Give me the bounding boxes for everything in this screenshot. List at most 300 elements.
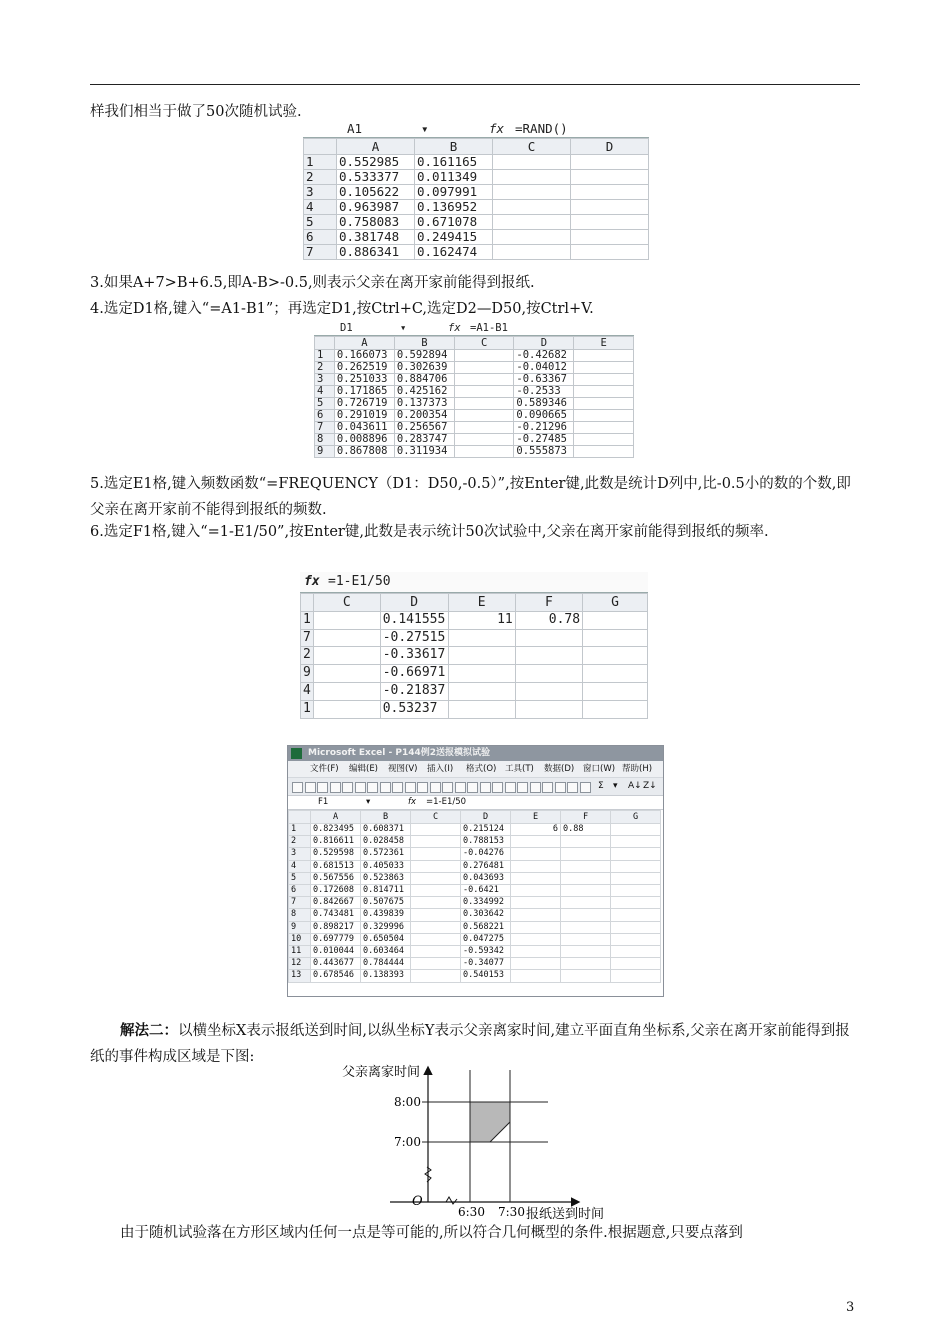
cell[interactable]: 0.533377 — [337, 170, 415, 185]
cell[interactable]: 0.097991 — [415, 185, 493, 200]
cell[interactable] — [448, 647, 515, 665]
cell[interactable]: 0.405033 — [361, 860, 411, 872]
cell[interactable] — [583, 665, 648, 683]
cell[interactable]: 0.047275 — [461, 933, 511, 945]
cell[interactable] — [411, 897, 461, 909]
cell[interactable] — [511, 958, 561, 970]
row-header[interactable]: 11 — [289, 946, 311, 958]
cell[interactable] — [611, 836, 661, 848]
toolbar-button-icon[interactable] — [292, 782, 303, 793]
toolbar-button-icon[interactable] — [342, 782, 353, 793]
column-header-g[interactable]: G — [611, 811, 661, 824]
cell[interactable] — [583, 700, 648, 718]
fx-icon: fx — [304, 574, 320, 589]
cell[interactable]: -0.27485 — [514, 434, 574, 446]
row-header[interactable]: 13 — [289, 970, 311, 982]
row-header[interactable]: 3 — [289, 848, 311, 860]
cell[interactable] — [611, 848, 661, 860]
cell[interactable]: 0.963987 — [337, 200, 415, 215]
cell[interactable]: 0.311934 — [394, 446, 454, 458]
cell[interactable]: 0.568221 — [461, 921, 511, 933]
row-header[interactable]: 1 — [301, 611, 314, 629]
row-header[interactable]: 7 — [289, 897, 311, 909]
cell[interactable] — [583, 611, 648, 629]
table-row — [304, 170, 649, 185]
cell[interactable] — [313, 700, 380, 718]
cell[interactable] — [511, 897, 561, 909]
cell[interactable]: 0.816611 — [311, 836, 361, 848]
row-header[interactable]: 1 — [304, 155, 337, 170]
corner-cell[interactable] — [315, 337, 335, 350]
row-header[interactable]: 7 — [315, 422, 335, 434]
cell[interactable] — [411, 872, 461, 884]
cell[interactable]: 0.439839 — [361, 909, 411, 921]
cell[interactable] — [611, 897, 661, 909]
cell[interactable]: 0.011349 — [415, 170, 493, 185]
cell[interactable]: 0.867808 — [334, 446, 394, 458]
toolbar-button-icon[interactable] — [317, 782, 328, 793]
cell[interactable]: 0.592894 — [394, 350, 454, 362]
row-header[interactable]: 9 — [315, 446, 335, 458]
cell[interactable]: 0.425162 — [394, 386, 454, 398]
cell[interactable] — [611, 824, 661, 836]
toolbar-button-icon[interactable] — [567, 782, 578, 793]
cell[interactable]: 0.172608 — [311, 885, 361, 897]
column-header-g[interactable]: G — [583, 594, 648, 612]
column-header-c[interactable]: C — [313, 594, 380, 612]
toolbar-button-icon[interactable] — [330, 782, 341, 793]
column-header-b[interactable]: B — [394, 337, 454, 350]
toolbar-button-icon[interactable] — [367, 782, 378, 793]
cell[interactable]: 0.567556 — [311, 872, 361, 884]
toolbar-button-icon[interactable] — [455, 782, 466, 793]
cell[interactable] — [493, 245, 571, 260]
cell[interactable]: 0.171865 — [334, 386, 394, 398]
column-header-e[interactable]: E — [511, 811, 561, 824]
cell[interactable]: 0.262519 — [334, 362, 394, 374]
cell[interactable]: 0.443677 — [311, 958, 361, 970]
cell[interactable] — [574, 374, 634, 386]
cell[interactable] — [571, 230, 649, 245]
cell[interactable] — [511, 933, 561, 945]
toolbar-button-icon[interactable] — [405, 782, 416, 793]
row-header[interactable]: 2 — [289, 836, 311, 848]
cell[interactable]: 11 — [448, 611, 515, 629]
cell[interactable]: -0.21296 — [514, 422, 574, 434]
cell[interactable]: 0.136952 — [415, 200, 493, 215]
cell[interactable]: 0.010044 — [311, 946, 361, 958]
cell[interactable]: 0.276481 — [461, 860, 511, 872]
cell[interactable] — [448, 700, 515, 718]
cell[interactable]: 0.589346 — [514, 398, 574, 410]
cell[interactable]: 0.105622 — [337, 185, 415, 200]
column-header-b[interactable]: B — [361, 811, 411, 824]
cell[interactable] — [448, 665, 515, 683]
cell[interactable]: 0.898217 — [311, 921, 361, 933]
toolbar-button-icon[interactable] — [492, 782, 503, 793]
cell[interactable]: 0.743481 — [311, 909, 361, 921]
cell[interactable] — [411, 933, 461, 945]
formula-text[interactable]: =1-E1/50 — [426, 797, 467, 807]
row-header[interactable]: 6 — [304, 230, 337, 245]
row-header[interactable]: 5 — [304, 215, 337, 230]
cell[interactable]: -0.66971 — [380, 665, 448, 683]
cell[interactable]: 0.681513 — [311, 860, 361, 872]
column-header-c[interactable]: C — [493, 139, 571, 155]
menu-item[interactable]: 格式(O) — [466, 764, 497, 774]
cell[interactable] — [574, 362, 634, 374]
column-header-a[interactable]: A — [334, 337, 394, 350]
toolbar-button-icon[interactable] — [542, 782, 553, 793]
cell[interactable] — [611, 872, 661, 884]
cell[interactable] — [511, 970, 561, 982]
column-header-d[interactable]: D — [571, 139, 649, 155]
cell[interactable] — [574, 446, 634, 458]
row-header[interactable]: 8 — [315, 434, 335, 446]
cell[interactable]: 0.302639 — [394, 362, 454, 374]
cell[interactable]: 0.572361 — [361, 848, 411, 860]
column-header-a[interactable]: A — [337, 139, 415, 155]
cell[interactable] — [493, 230, 571, 245]
cell[interactable] — [583, 682, 648, 700]
cell[interactable] — [411, 836, 461, 848]
cell[interactable] — [574, 410, 634, 422]
cell[interactable] — [411, 946, 461, 958]
cell[interactable]: 0.788153 — [461, 836, 511, 848]
cell[interactable]: 0.200354 — [394, 410, 454, 422]
cell[interactable]: -0.04276 — [461, 848, 511, 860]
cell[interactable] — [454, 422, 514, 434]
cell[interactable] — [611, 885, 661, 897]
toolbar-button-icon[interactable] — [417, 782, 428, 793]
cell[interactable] — [454, 350, 514, 362]
row-header[interactable]: 7 — [304, 245, 337, 260]
toolbar-button-icon[interactable] — [467, 782, 478, 793]
dropdown-arrow-icon[interactable]: ▾ — [366, 797, 371, 807]
cell[interactable]: 0.141555 — [380, 611, 448, 629]
cell[interactable] — [493, 185, 571, 200]
cell[interactable] — [411, 885, 461, 897]
toolbar-button-icon[interactable] — [517, 782, 528, 793]
toolbar-button-icon[interactable] — [355, 782, 366, 793]
cell[interactable] — [583, 629, 648, 647]
cell[interactable]: 0.215124 — [461, 824, 511, 836]
menu-item[interactable]: 帮助(H) — [622, 764, 653, 774]
toolbar-button-icon[interactable] — [392, 782, 403, 793]
menu-item[interactable]: 插入(I) — [427, 764, 454, 774]
cell[interactable]: 6 — [511, 824, 561, 836]
row-header[interactable]: 10 — [289, 933, 311, 945]
cell[interactable] — [571, 155, 649, 170]
cell[interactable]: 0.671078 — [415, 215, 493, 230]
cell[interactable] — [515, 682, 582, 700]
column-header-d[interactable]: D — [461, 811, 511, 824]
column-header-f[interactable]: F — [561, 811, 611, 824]
cell[interactable] — [611, 958, 661, 970]
column-header-f[interactable]: F — [515, 594, 582, 612]
corner-cell[interactable] — [304, 139, 337, 155]
row-header[interactable]: 9 — [289, 921, 311, 933]
row-header[interactable]: 4 — [304, 200, 337, 215]
menu-item[interactable]: 编辑(E) — [349, 764, 379, 774]
cell[interactable]: 0.784444 — [361, 958, 411, 970]
cell[interactable] — [515, 700, 582, 718]
cell[interactable] — [493, 155, 571, 170]
cell[interactable] — [561, 909, 611, 921]
cell[interactable] — [515, 629, 582, 647]
cell[interactable]: 0.162474 — [415, 245, 493, 260]
cell[interactable] — [511, 921, 561, 933]
name-box[interactable]: F1 — [318, 797, 329, 807]
toolbar-button-icon[interactable] — [430, 782, 441, 793]
cell[interactable]: 0.043611 — [334, 422, 394, 434]
cell[interactable]: 0.529598 — [311, 848, 361, 860]
cell[interactable] — [454, 386, 514, 398]
cell[interactable]: -0.63367 — [514, 374, 574, 386]
cell[interactable] — [313, 682, 380, 700]
toolbar-symbol[interactable]: A↓ — [628, 781, 642, 791]
row-header[interactable]: 4 — [289, 860, 311, 872]
row-header[interactable]: 12 — [289, 958, 311, 970]
toolbar-button-icon[interactable] — [555, 782, 566, 793]
cell[interactable] — [574, 350, 634, 362]
formula-bar — [300, 572, 648, 593]
row-header[interactable]: 2 — [304, 170, 337, 185]
cell[interactable]: 0.678546 — [311, 970, 361, 982]
cell[interactable]: -0.27515 — [380, 629, 448, 647]
cell[interactable] — [611, 921, 661, 933]
cell[interactable] — [574, 386, 634, 398]
column-header-e[interactable]: E — [574, 337, 634, 350]
toolbar-button-icon[interactable] — [530, 782, 541, 793]
cell[interactable] — [454, 434, 514, 446]
cell[interactable] — [313, 611, 380, 629]
cell[interactable] — [511, 848, 561, 860]
cell[interactable]: 0.884706 — [394, 374, 454, 386]
cell[interactable]: -0.33617 — [380, 647, 448, 665]
cell[interactable] — [515, 647, 582, 665]
column-header-c[interactable]: C — [454, 337, 514, 350]
column-header-e[interactable]: E — [448, 594, 515, 612]
toolbar-symbol[interactable]: Z↓ — [643, 781, 657, 791]
cell[interactable] — [411, 848, 461, 860]
cell[interactable]: 0.53237 — [380, 700, 448, 718]
cell[interactable] — [571, 200, 649, 215]
cell[interactable] — [454, 374, 514, 386]
cell[interactable] — [454, 398, 514, 410]
toolbar-button-icon[interactable] — [480, 782, 491, 793]
cell[interactable]: 0.028458 — [361, 836, 411, 848]
cell[interactable]: 0.814711 — [361, 885, 411, 897]
cell[interactable] — [561, 946, 611, 958]
cell[interactable] — [611, 860, 661, 872]
cell[interactable]: 0.249415 — [415, 230, 493, 245]
column-header-c[interactable]: C — [411, 811, 461, 824]
toolbar-button-icon[interactable] — [380, 782, 391, 793]
cell[interactable]: 0.603464 — [361, 946, 411, 958]
row-header[interactable]: 3 — [315, 374, 335, 386]
row-header[interactable]: 8 — [289, 909, 311, 921]
cell[interactable] — [493, 170, 571, 185]
cell[interactable]: 0.166073 — [334, 350, 394, 362]
menu-item[interactable]: 数据(D) — [544, 764, 575, 774]
cell[interactable] — [313, 629, 380, 647]
cell[interactable]: 0.329996 — [361, 921, 411, 933]
cell[interactable]: 0.381748 — [337, 230, 415, 245]
cell[interactable] — [561, 970, 611, 982]
corner-cell[interactable] — [289, 811, 311, 824]
cell[interactable]: 0.842667 — [311, 897, 361, 909]
cell[interactable]: 0.137373 — [394, 398, 454, 410]
cell[interactable] — [411, 860, 461, 872]
row-header[interactable]: 9 — [301, 665, 314, 683]
cell[interactable]: 0.78 — [515, 611, 582, 629]
axis-break-icon — [446, 1197, 457, 1204]
cell[interactable]: 0.552985 — [337, 155, 415, 170]
cell[interactable]: 0.291019 — [334, 410, 394, 422]
cell[interactable] — [611, 933, 661, 945]
cell[interactable] — [511, 885, 561, 897]
row-header[interactable]: 4 — [315, 386, 335, 398]
column-header-d[interactable]: D — [514, 337, 574, 350]
cell[interactable] — [561, 860, 611, 872]
toolbar-symbol[interactable]: ▾ — [613, 781, 618, 791]
row-header[interactable]: 2 — [315, 362, 335, 374]
cell[interactable] — [561, 848, 611, 860]
cell[interactable] — [571, 170, 649, 185]
cell[interactable] — [571, 185, 649, 200]
cell[interactable] — [574, 398, 634, 410]
row-header[interactable]: 5 — [289, 872, 311, 884]
cell[interactable] — [611, 946, 661, 958]
cell[interactable] — [574, 422, 634, 434]
cell[interactable] — [454, 362, 514, 374]
cell[interactable]: -0.04012 — [514, 362, 574, 374]
cell[interactable]: 0.697779 — [311, 933, 361, 945]
cell[interactable] — [561, 836, 611, 848]
cell[interactable]: 0.523863 — [361, 872, 411, 884]
cell[interactable]: -0.34077 — [461, 958, 511, 970]
cell[interactable]: 0.555873 — [514, 446, 574, 458]
cell[interactable]: 0.138393 — [361, 970, 411, 982]
cell[interactable]: 0.303642 — [461, 909, 511, 921]
cell[interactable] — [313, 647, 380, 665]
toolbar-button-icon[interactable] — [305, 782, 316, 793]
cell[interactable] — [561, 897, 611, 909]
cell[interactable]: -0.21837 — [380, 682, 448, 700]
row-header[interactable]: 3 — [304, 185, 337, 200]
table-row — [301, 647, 648, 665]
cell[interactable] — [511, 909, 561, 921]
cell[interactable]: 0.251033 — [334, 374, 394, 386]
cell[interactable] — [493, 200, 571, 215]
cell[interactable]: 0.608371 — [361, 824, 411, 836]
cell[interactable]: -0.42682 — [514, 350, 574, 362]
cell[interactable] — [561, 921, 611, 933]
column-header-d[interactable]: D — [380, 594, 448, 612]
row-header[interactable]: 4 — [301, 682, 314, 700]
cell[interactable] — [411, 970, 461, 982]
cell[interactable]: -0.2533 — [514, 386, 574, 398]
cell[interactable]: 0.88 — [561, 824, 611, 836]
corner-cell[interactable] — [301, 594, 314, 612]
cell[interactable] — [611, 970, 661, 982]
column-header-a[interactable]: A — [311, 811, 361, 824]
cell[interactable]: 0.090665 — [514, 410, 574, 422]
column-header-b[interactable]: B — [415, 139, 493, 155]
cell[interactable]: 0.334992 — [461, 897, 511, 909]
row-header[interactable]: 5 — [315, 398, 335, 410]
cell[interactable] — [571, 215, 649, 230]
cell[interactable] — [493, 215, 571, 230]
cell[interactable] — [583, 647, 648, 665]
menu-item[interactable]: 视图(V) — [388, 764, 418, 774]
cell[interactable] — [561, 933, 611, 945]
cell[interactable] — [411, 958, 461, 970]
row-header[interactable]: 1 — [315, 350, 335, 362]
cell[interactable] — [511, 946, 561, 958]
cell[interactable] — [454, 410, 514, 422]
row-header[interactable]: 2 — [301, 647, 314, 665]
cell[interactable] — [561, 872, 611, 884]
cell[interactable] — [454, 446, 514, 458]
menu-item[interactable]: 文件(F) — [310, 764, 339, 774]
cell[interactable] — [561, 885, 611, 897]
row-header[interactable]: 7 — [301, 629, 314, 647]
cell[interactable] — [448, 629, 515, 647]
cell[interactable]: 0.726719 — [334, 398, 394, 410]
row-header[interactable]: 1 — [301, 700, 314, 718]
cell[interactable]: 0.886341 — [337, 245, 415, 260]
cell[interactable] — [515, 665, 582, 683]
cell[interactable] — [571, 245, 649, 260]
cell[interactable] — [448, 682, 515, 700]
cell[interactable] — [511, 860, 561, 872]
toolbar-button-icon[interactable] — [505, 782, 516, 793]
toolbar-button-icon[interactable] — [442, 782, 453, 793]
cell[interactable]: 0.256567 — [394, 422, 454, 434]
cell[interactable]: 0.650504 — [361, 933, 411, 945]
row-header[interactable]: 1 — [289, 824, 311, 836]
cell[interactable] — [511, 836, 561, 848]
row-header[interactable]: 6 — [315, 410, 335, 422]
cell[interactable]: 0.008896 — [334, 434, 394, 446]
table-row — [289, 848, 661, 860]
cell[interactable] — [411, 921, 461, 933]
cell[interactable]: 0.540153 — [461, 970, 511, 982]
menu-item[interactable]: 窗口(W) — [583, 764, 616, 774]
menu-item[interactable]: 工具(T) — [505, 764, 534, 774]
cell[interactable] — [574, 434, 634, 446]
cell[interactable]: 0.043693 — [461, 872, 511, 884]
toolbar-symbol[interactable]: Σ — [598, 781, 604, 791]
cell[interactable]: 0.283747 — [394, 434, 454, 446]
cell[interactable]: 0.758083 — [337, 215, 415, 230]
cell[interactable]: 0.823495 — [311, 824, 361, 836]
row-header[interactable]: 6 — [289, 885, 311, 897]
cell[interactable]: -0.6421 — [461, 885, 511, 897]
cell[interactable] — [411, 824, 461, 836]
cell[interactable] — [411, 909, 461, 921]
cell[interactable]: -0.59342 — [461, 946, 511, 958]
cell[interactable] — [611, 909, 661, 921]
cell[interactable] — [313, 665, 380, 683]
toolbar-button-icon[interactable] — [580, 782, 591, 793]
cell[interactable] — [561, 958, 611, 970]
cell[interactable] — [511, 872, 561, 884]
cell[interactable]: 0.161165 — [415, 155, 493, 170]
cell[interactable]: 0.507675 — [361, 897, 411, 909]
